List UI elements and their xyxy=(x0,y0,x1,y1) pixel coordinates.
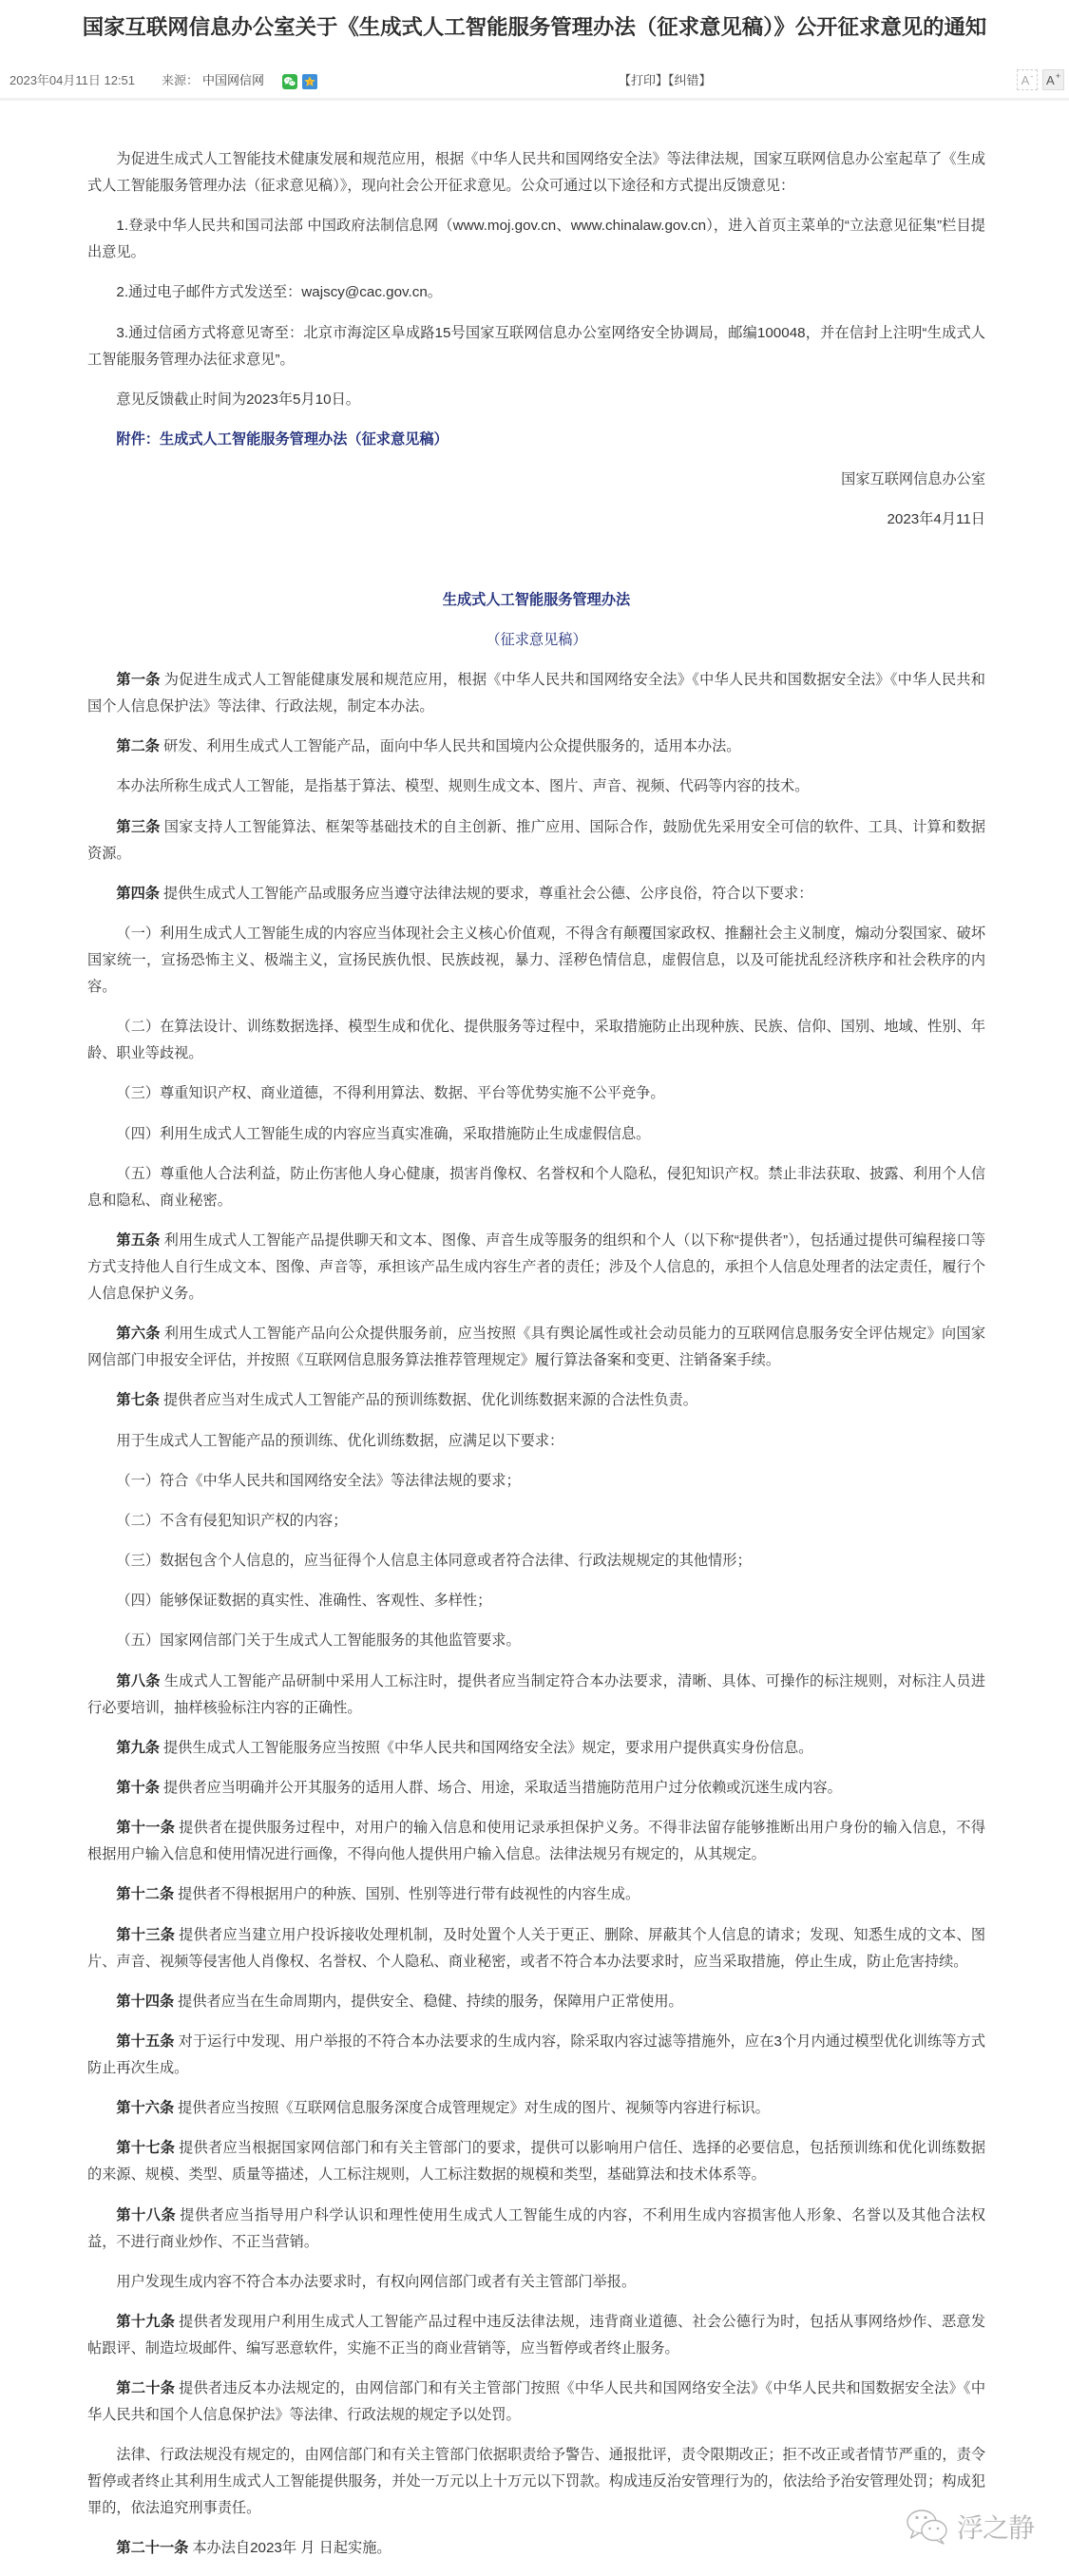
article-4-item-2 xyxy=(87,1014,985,1067)
article-text: 提供者应当指导用户科学认识和理性使用生成式人工智能生成的内容，不利用生成内容损害他人形象、名誉以及其他合法权益，不进行商业炒作、不正当营销。 xyxy=(87,2206,986,2250)
article-label: 第十二条 xyxy=(116,1886,175,1903)
article-text: 生成式人工智能产品研制中采用人工标注时，提供者应当制定符合本办法要求，清晰、具体、可操作的标注规则，对标注人员进行必要培训，抽样核验标注内容的正确性。 xyxy=(87,1672,986,1716)
article-body xyxy=(87,146,985,2576)
article-text: 提供者应当建立用户投诉接收处理机制，及时处置个人关于更正、删除、屏蔽其个人信息的请求；发现、知悉生成的文本、图片、声音、视频等侵害他人肖像权、名誉权、个人隐私、商业秘密，或者不符合本办法要求时，应当采取措施，停止生成，防止危害持续。 xyxy=(87,1926,986,1970)
article-text: 法律、行政法规没有规定的，由网信部门和有关主管部门依据职责给予警告、通报批评，责令限期改正；拒不改正或者情节严重的，责令暂停或者终止其利用生成式人工智能提供服务，并处一万元以上十万元以下罚款。构成违反治安管理行为的，依法给予治安管理处罚；构成犯罪的，依法追究刑事责任。 xyxy=(87,2447,985,2517)
article-7-requirements-intro xyxy=(87,1428,985,1455)
article-label: 第七条 xyxy=(116,1392,160,1409)
article-20-penalties xyxy=(87,2442,985,2522)
article-label: 第十条 xyxy=(116,1780,160,1796)
article-text: 提供者应当根据国家网信部门和有关主管部门的要求，提供可以影响用户信任、选择的必要信息，包括预训练和优化训练数据的来源、规模、类型、质量等描述，人工标注规则，人工标注数据的规模和类型，基础算法和技术体系等。 xyxy=(87,2140,986,2184)
article-text: 提供者应当对生成式人工智能产品的预训练数据、优化训练数据来源的合法性负责。 xyxy=(162,1392,697,1409)
minus-icon: - xyxy=(1030,70,1034,81)
article-18 xyxy=(87,2203,985,2256)
article-13 xyxy=(87,1922,985,1975)
article-label: 第九条 xyxy=(116,1739,160,1756)
article-text: （一）符合《中华人民共和国网络安全法》等法律法规的要求； xyxy=(116,1472,521,1489)
article-text: 提供者在提供服务过程中，对用户的输入信息和使用记录承担保护义务。不得非法留存能够推断出用户身份的输入信息，不得根据用户输入信息和使用情况进行画像，不得向他人提供用户输入信息。法律法规另有规定的，从其规定。 xyxy=(87,1820,986,1863)
increase-font-button[interactable] xyxy=(1042,69,1064,90)
article-text: 利用生成式人工智能产品提供聊天和文本、图像、声音生成等服务的组织和个人（以下称“提供者”），包括通过提供可编程接口等方式支持他人自行生成文本、图像、声音等，承担该产品生成内容生产者的责任；涉及个人信息的，承担个人信息处理者的法定责任，履行个人信息保护义务。 xyxy=(87,1231,986,1302)
article-label: 第四条 xyxy=(116,885,160,902)
article-text: 提供者发现用户利用生成式人工智能产品过程中违反法律法规，违背商业道德、社会公德行为时，包括从事网络炒作、恶意发帖跟评、制造垃圾邮件、编写恶意软件，实施不正当的商业营销等，应当暂停或者终止服务。 xyxy=(87,2313,986,2357)
article-4-item-5 xyxy=(87,1161,985,1214)
article-7-item-3 xyxy=(87,1548,985,1574)
regulation-subtitle: （征求意见稿） xyxy=(486,631,587,648)
plus-icon: + xyxy=(1055,70,1060,81)
article-text: （三）数据包含个人信息的，应当征得个人信息主体同意或者符合法律、行政法规规定的其他情形； xyxy=(116,1553,752,1570)
article-text: 提供生成式人工智能产品或服务应当遵守法律法规的要求，尊重社会公德、公序良俗，符合以下要求： xyxy=(162,885,813,902)
article-12 xyxy=(87,1881,985,1908)
article-2-definition xyxy=(87,773,985,800)
notice-date: 2023年4月11日 xyxy=(887,511,985,528)
article-text: 国家支持人工智能算法、框架等基础技术的自主创新、推广应用、国际合作，鼓励优先采用安全可信的软件、工具、计算和数据资源。 xyxy=(87,818,986,862)
article-text: 本办法自2023年 月 日起实施。 xyxy=(192,2540,391,2557)
article-text: 用户发现生成内容不符合本办法要求时，有权向网信部门或者有关主管部门举报。 xyxy=(116,2273,637,2290)
article-7-item-5 xyxy=(87,1628,985,1654)
article-text: （二）在算法设计、训练数据选择、模型生成和优化、提供服务等过程中，采取措施防止出现种族、民族、信仰、国别、地域、性别、年龄、职业等歧视。 xyxy=(87,1019,985,1062)
article-text: （四）能够保证数据的真实性、准确性、客观性、多样性； xyxy=(116,1593,492,1610)
attachment-link[interactable]: 附件：生成式人工智能服务管理办法（征求意见稿） xyxy=(116,430,449,448)
article-text: （二）不含有侵犯知识产权的内容； xyxy=(116,1512,348,1529)
article-text: （三）尊重知识产权、商业道德，不得利用算法、数据、平台等优势实施不公平竞争。 xyxy=(116,1085,665,1102)
article-label: 第十七条 xyxy=(116,2140,176,2157)
article-1 xyxy=(87,667,985,720)
regulation-title: 生成式人工智能服务管理办法 xyxy=(442,591,631,608)
decrease-font-button[interactable] xyxy=(1017,69,1038,90)
article-17 xyxy=(87,2135,985,2188)
article-meta-bar xyxy=(0,67,1069,95)
article-text: 提供生成式人工智能服务应当按照《中华人民共和国网络安全法》规定，要求用户提供真实身份信息。 xyxy=(162,1739,813,1756)
article-tools xyxy=(619,67,712,95)
article-20 xyxy=(87,2376,985,2429)
article-text: 为促进生成式人工智能健康发展和规范应用，根据《中华人民共和国网络安全法》《中华人民共和国数据安全法》《中华人民共和国个人信息保护法》等法律、行政法规，制定本办法。 xyxy=(87,672,985,716)
article-label: 第二十一条 xyxy=(116,2540,189,2557)
article-label: 第十一条 xyxy=(116,1820,176,1837)
article-label: 第二条 xyxy=(116,738,160,755)
article-text: （五）尊重他人合法利益，防止伤害他人身心健康，损害肖像权、名誉权和个人隐私，侵犯知识产权。禁止非法获取、披露、利用个人信息和隐私、商业秘密。 xyxy=(87,1165,985,1209)
article-4-item-4 xyxy=(87,1121,985,1148)
article-15 xyxy=(87,2029,985,2082)
article-4-item-1 xyxy=(87,921,985,1001)
article-text: 提供者违反本办法规定的，由网信部门和有关主管部门按照《中华人民共和国网络安全法》《中华人民共和国数据安全法》《中华人民共和国个人信息保护法》等法律、行政法规的规定予以处罚。 xyxy=(87,2380,986,2424)
article-6 xyxy=(87,1321,985,1374)
article-16 xyxy=(87,2095,985,2122)
article-8 xyxy=(87,1669,985,1722)
article-10 xyxy=(87,1775,985,1802)
print-button[interactable]: 【打印】 xyxy=(619,73,669,87)
article-7-item-2 xyxy=(87,1508,985,1535)
watermark-text: 浮之静 xyxy=(957,2513,1035,2543)
article-label: 第六条 xyxy=(116,1326,161,1343)
article-4 xyxy=(87,881,985,907)
source-name: 中国网信网 xyxy=(202,73,265,87)
article-label: 第三条 xyxy=(116,818,161,835)
publish-datetime: 2023年04月11日 12:51 xyxy=(10,73,136,87)
article-text: 研发、利用生成式人工智能产品，面向中华人民共和国境内公众提供服务的，适用本办法。 xyxy=(162,738,741,755)
article-7 xyxy=(87,1387,985,1414)
watermark xyxy=(906,2509,1034,2547)
wechat-share-icon[interactable] xyxy=(282,74,297,89)
article-label: 第一条 xyxy=(116,672,161,689)
article-text: （五）国家网信部门关于生成式人工智能服务的其他监管要求。 xyxy=(116,1632,521,1650)
article-19 xyxy=(87,2309,985,2362)
article-18-user-report xyxy=(87,2269,985,2296)
article-label: 第十八条 xyxy=(116,2206,177,2223)
header-divider xyxy=(0,98,1069,101)
notice-paragraph-channel-mail: 3.通过信函方式将意见寄至：北京市海淀区阜成路15号国家互联网信息办公室网络安全协调局，邮编100048，并在信封上注明“生成式人工智能服务管理办法征求意见”。 xyxy=(87,324,985,368)
notice-paragraph-intro: 为促进生成式人工智能技术健康发展和规范应用，根据《中华人民共和国网络安全法》等法律法规，国家互联网信息办公室起草了《生成式人工智能服务管理办法（征求意见稿）》，现向社会公开征求意见。公众可通过以下途径和方式提出反馈意见： xyxy=(87,151,985,194)
notice-signature: 国家互联网信息办公室 xyxy=(841,471,985,488)
article-4-item-3 xyxy=(87,1080,985,1107)
decrease-font-label: A xyxy=(1021,73,1030,87)
spacer xyxy=(87,547,985,574)
article-text: 提供者应当明确并公开其服务的适用人群、场合、用途，采取适当措施防范用户过分依赖或沉迷生成内容。 xyxy=(162,1780,842,1796)
notice-paragraph-channel-email: 2.通过电子邮件方式发送至：wajscy@cac.gov.cn。 xyxy=(116,284,442,301)
report-error-button[interactable]: 【纠错】 xyxy=(668,73,712,87)
article-5 xyxy=(87,1228,985,1307)
article-2 xyxy=(87,734,985,760)
article-14 xyxy=(87,1989,985,2015)
notice-paragraph-channel-website: 1.登录中华人民共和国司法部 中国政府法制信息网（www.moj.gov.cn、www.chinalaw.gov.cn），进入首页主菜单的“立法意见征集”栏目提出意见。 xyxy=(87,218,985,261)
favorite-icon[interactable] xyxy=(302,74,317,89)
article-text: 本办法所称生成式人工智能，是指基于算法、模型、规则生成文本、图片、声音、视频、代码等内容的技术。 xyxy=(116,778,810,795)
article-7-item-4 xyxy=(87,1588,985,1614)
article-text: 提供者应当在生命周期内，提供安全、稳健、持续的服务，保障用户正常使用。 xyxy=(178,1993,683,2010)
page-title: 国家互联网信息办公室关于《生成式人工智能服务管理办法（征求意见稿）》公开征求意见的通知 xyxy=(82,15,987,39)
article-7-item-1 xyxy=(87,1468,985,1495)
increase-font-label: A xyxy=(1046,73,1055,87)
article-text: 对于运行中发现、用户举报的不符合本办法要求的生成内容，除采取内容过滤等措施外，应在3个月内通过模型优化训练等方式防止再次生成。 xyxy=(87,2032,986,2076)
article-label: 第八条 xyxy=(116,1672,161,1689)
article-text: 利用生成式人工智能产品向公众提供服务前，应当按照《具有舆论属性或社会动员能力的互联网信息服务安全评估规定》向国家网信部门申报安全评估，并按照《互联网信息服务算法推荐管理规定》履行算法备案和变更、注销备案手续。 xyxy=(87,1326,986,1369)
notice-paragraph-deadline: 意见反馈截止时间为2023年5月10日。 xyxy=(116,391,360,408)
article-3 xyxy=(87,814,985,868)
article-label: 第十三条 xyxy=(116,1926,176,1943)
article-label: 第十五条 xyxy=(116,2032,175,2050)
article-text: 用于生成式人工智能产品的预训练、优化训练数据，应满足以下要求： xyxy=(116,1432,564,1449)
article-label: 第十六条 xyxy=(116,2100,175,2117)
article-text: 提供者应当按照《互联网信息服务深度合成管理规定》对生成的图片、视频等内容进行标识。 xyxy=(178,2100,770,2117)
article-9 xyxy=(87,1735,985,1762)
article-21 xyxy=(87,2535,985,2562)
article-label: 第五条 xyxy=(116,1231,161,1249)
article-label: 第十九条 xyxy=(116,2313,176,2330)
article-11 xyxy=(87,1815,985,1868)
article-text: 提供者不得根据用户的种族、国别、性别等进行带有歧视性的内容生成。 xyxy=(178,1886,640,1903)
article-text: （一）利用生成式人工智能生成的内容应当体现社会主义核心价值观，不得含有颠覆国家政权、推翻社会主义制度，煽动分裂国家、破坏国家统一，宣扬恐怖主义、极端主义，宣扬民族仇恨、民族歧视，暴力、淫秽色情信息，虚假信息，以及可能扰乱经济秩序和社会秩序的内容。 xyxy=(87,925,985,995)
article-label: 第二十条 xyxy=(116,2380,176,2397)
source-label: 来源： xyxy=(162,73,200,87)
wechat-icon xyxy=(906,2509,949,2549)
article-text: （四）利用生成式人工智能生成的内容应当真实准确，采取措施防止生成虚假信息。 xyxy=(116,1125,651,1142)
article-label: 第十四条 xyxy=(116,1993,175,2010)
